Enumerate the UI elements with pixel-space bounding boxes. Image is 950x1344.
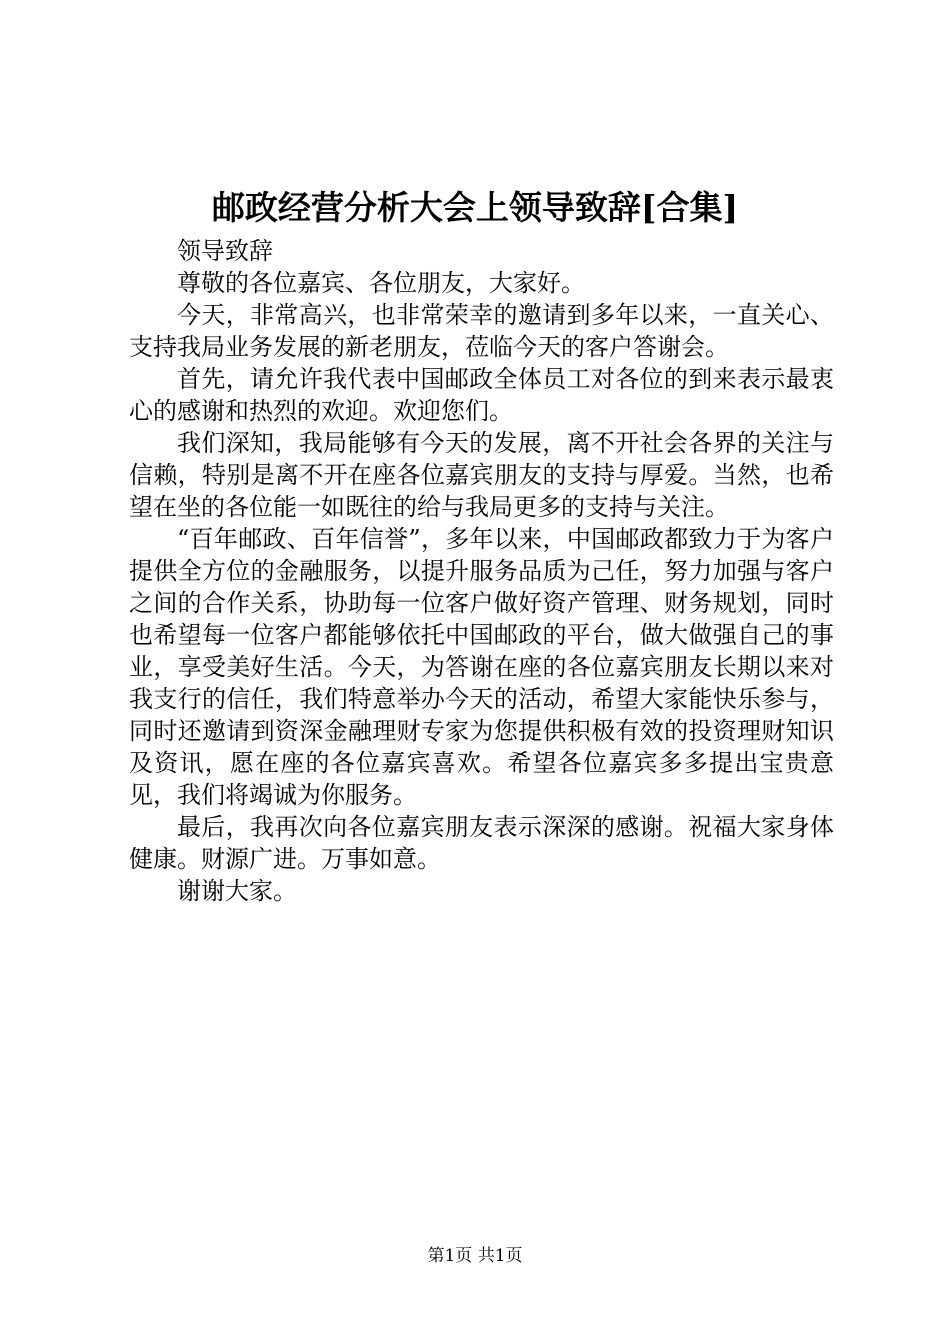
paragraph: 我们深知，我局能够有今天的发展，离不开社会各界的关注与信赖，特别是离不开在座各位嘉宾朋友的支持与厚爱。当然，也希望在坐的各位能一如既往的给与我局更多的支持与关注。 <box>129 429 834 521</box>
paragraph-greeting: 尊敬的各位嘉宾、各位朋友，大家好。 <box>177 269 585 297</box>
document-body <box>129 235 834 907</box>
paragraph: 首先，请允许我代表中国邮政全体员工对各位的到来表示最衷心的感谢和热烈的欢迎。欢迎您们。 <box>129 365 834 425</box>
paragraph: “百年邮政、百年信誉”，多年以来，中国邮政都致力于为客户提供全方位的金融服务，以提升服务品质为己任，努力加强与客户之间的合作关系，协助每一位客户做好资产管理、财务规划，同时也希望每一位客户都能够依托中国邮政的平台，做大做强自己的事业，享受美好生活。今天，为答谢在座的各位嘉宾朋友长期以来对我支行的信任，我们特意举办今天的活动，希望大家能快乐参与，同时还邀请到资深金融理财专家为您提供积极有效的投资理财知识及资讯，愿在座的各位嘉宾喜欢。希望各位嘉宾多多提出宝贵意见，我们将竭诚为你服务。 <box>129 525 834 809</box>
document-title: 邮政经营分析大会上领导致辞[合集] <box>211 188 739 227</box>
page-footer: 第1页 共1页 <box>427 1246 523 1266</box>
paragraph: 最后，我再次向各位嘉宾朋友表示深深的感谢。祝福大家身体健康。财源广进。万事如意。 <box>129 813 834 873</box>
paragraph: 今天，非常高兴，也非常荣幸的邀请到多年以来，一直关心、支持我局业务发展的新老朋友，莅临今天的客户答谢会。 <box>129 301 834 361</box>
paragraph-closing: 谢谢大家。 <box>177 877 297 905</box>
paragraph-heading: 领导致辞 <box>177 237 273 265</box>
